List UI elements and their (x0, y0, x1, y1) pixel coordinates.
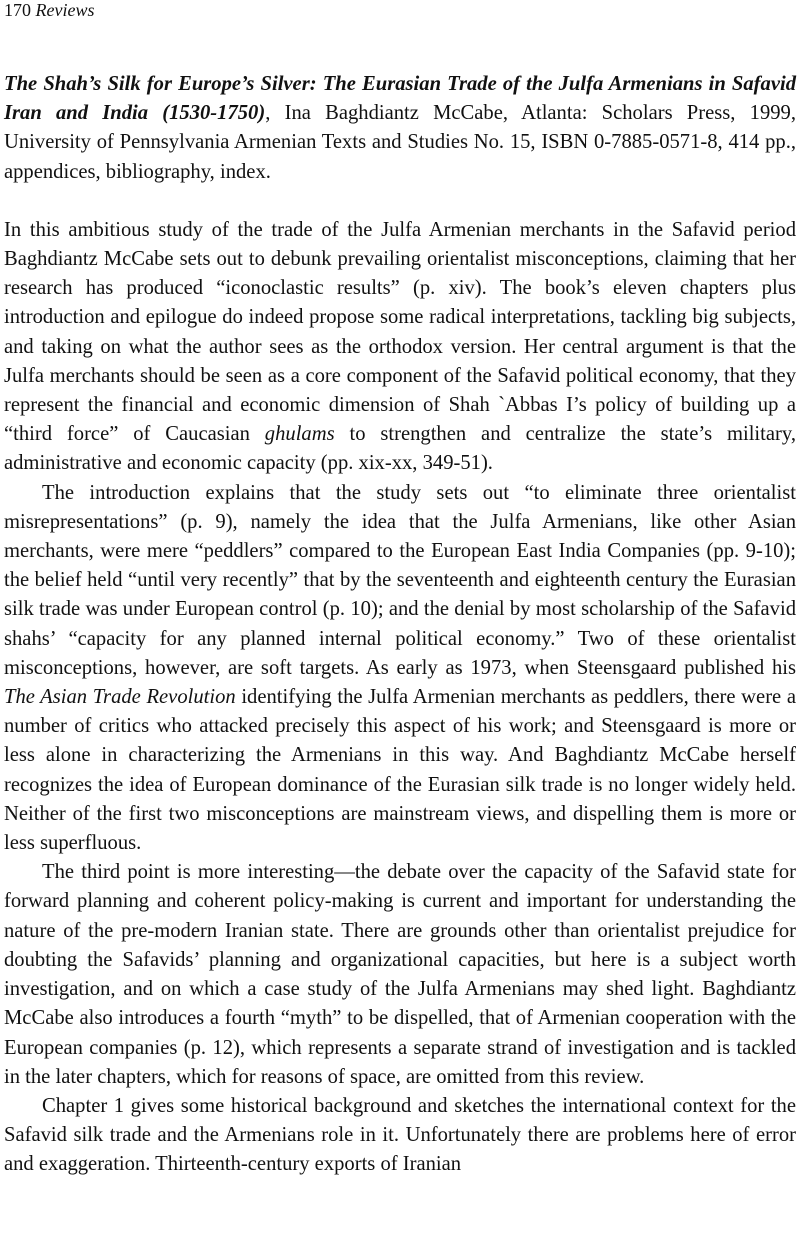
paragraph-2-text-a: The introduction explains that the study sets out “to eliminate three orientalist misrepresentations” (p. 9), namely the idea that the Julfa Armenians, like other Asian merchants, were mere “peddlers” compared to the European East India Companies (pp. 9-10); the belief held “until very recently” that by the seventeenth and eighteenth century the Eurasian silk trade was under European control (p. 10); and the denial by most scholarship of the Safavid shahs’ “capacity for any planned internal political economy.” Two of these orientalist misconceptions, however, are soft targets. As early as 1973, when Steensgaard published his (4, 481, 796, 679)
paragraph-2-text-b: identifying the Julfa Armenian merchants as peddlers, there were a number of critics who attacked precisely this aspect of his work; and Steensgaard is more or less alone in characterizing the Armenians in this way. And Baghdiantz McCabe herself recognizes the idea of European dominance of the Eurasian silk trade is no longer widely held. Neither of the first two misconceptions are mainstream views, and dispelling them is more or less superfluous. (4, 686, 796, 855)
document-page (4, 0, 796, 1180)
publication-details: , Ina Baghdiantz McCabe, Atlanta: Scholars Press, 1999, University of Pennsylvania Armenian Texts and Studies No. 15, ISBN 0-7885-0571-8, 414 pp., appendices, bibliography, index. (4, 102, 796, 183)
paragraph-1-text-a: In this ambitious study of the trade of the Julfa Armenian merchants in the Safavid period Baghdiantz McCabe sets out to debunk prevailing orientalist misconceptions, claiming that her research has produced “iconoclastic results” (p. xiv). The book’s eleven chapters plus introduction and epilogue do indeed propose some radical interpretations, tackling big subjects, and taking on what the author sees as the orthodox version. Her central argument is that the Julfa merchants should be seen as a core component of the Safavid political economy, that they represent the financial and economic dimension of Shah `Abbas I’s policy of building up a “third force” of Caucasian (4, 218, 796, 446)
paragraph-1-italic-term: ghulams (264, 423, 335, 446)
review-heading (4, 70, 796, 187)
paragraph-1-text-b: to strengthen and centralize the state’s military, administrative and economic capacity (pp. xix-xx, 349-51). (4, 423, 796, 475)
page-number: 170 (4, 0, 31, 20)
book-title: The Shah’s Silk for Europe’s Silver: The Eurasian Trade of the Julfa Armenians in Safavid Iran and India (1530-1750) (4, 73, 796, 125)
running-head-section: Reviews (35, 0, 95, 20)
paragraph-3: The third point is more interesting—the debate over the capacity of the Safavid state for forward planning and coherent policy-making is current and important for understanding the nature of the pre-modern Iranian state. There are grounds other than orientalist prejudice for doubting the Safavids’ planning and organizational capacities, but here is a subject worth investigation, and on which a case study of the Julfa Armenians may shed light. Baghdiantz McCabe also introduces a fourth “myth” to be dispelled, that of Armenian cooperation with the European companies (p. 12), which represents a separate strand of investigation and is tackled in the later chapters, which for reasons of space, are omitted from this review. (4, 861, 796, 1088)
paragraph-4: Chapter 1 gives some historical background and sketches the international context for the Safavid silk trade and the Armenians role in it. Unfortunately there are problems here of error and exaggeration. Thirteenth-century exports of Iranian (4, 1094, 796, 1176)
review-body (4, 216, 796, 1180)
paragraph-1 (4, 216, 796, 479)
running-head (4, 0, 796, 20)
paragraph-2 (4, 479, 796, 859)
paragraph-2-italic-title: The Asian Trade Revolution (4, 686, 236, 709)
